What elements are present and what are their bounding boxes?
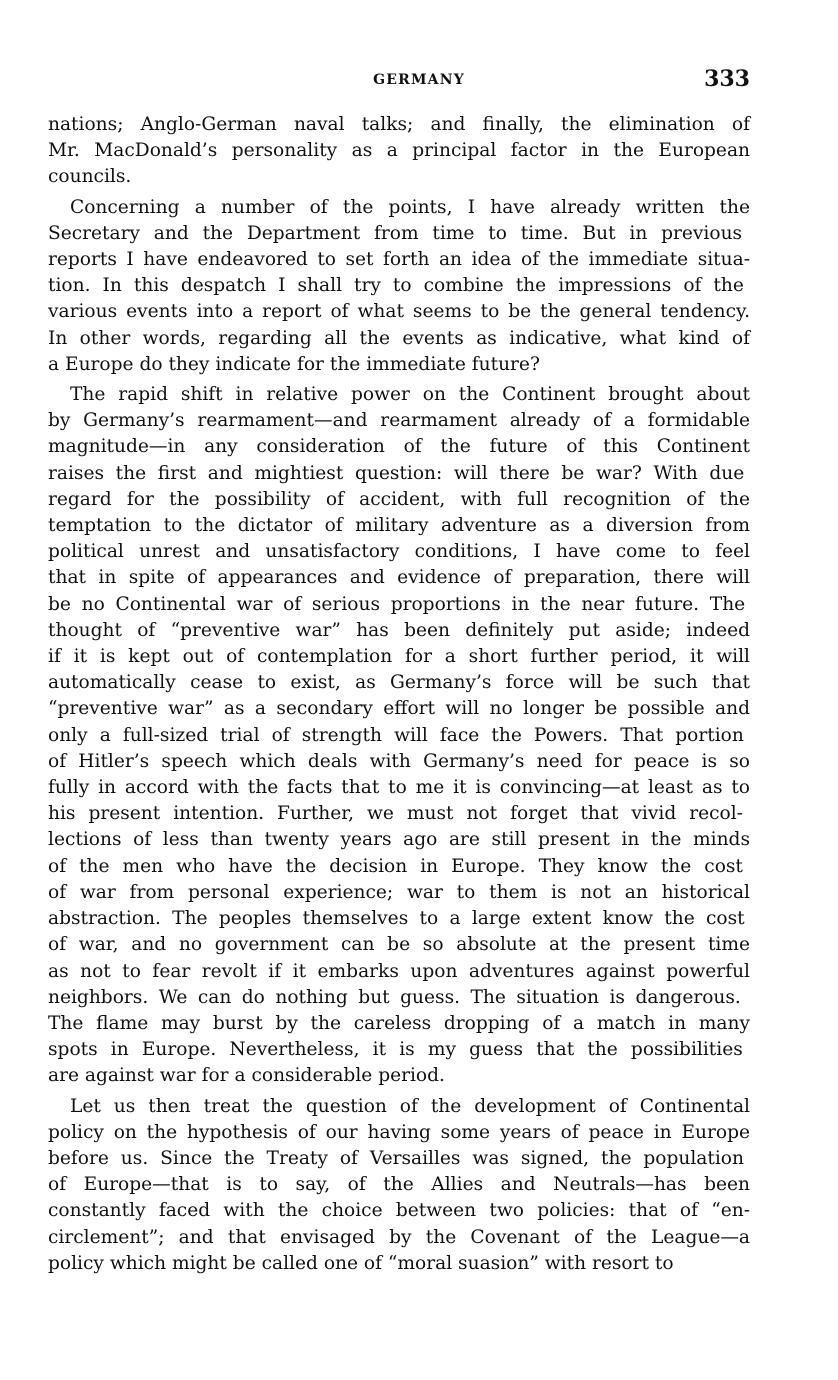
text-line: “preventive war” as a secondary effort will no longer be possible and [48, 698, 750, 720]
text-line: Let us then treat the question of the development of Continental [70, 1095, 750, 1117]
text-line: thought of “preventive war” has been definitely put aside; indeed [48, 619, 750, 641]
text-line: The flame may burst by the careless dropping of a match in many [48, 1012, 750, 1034]
text-line: automatically cease to exist, as Germany’s force will be such that [48, 672, 750, 694]
text-line: abstraction. The peoples themselves to a large extent know the cost [48, 908, 745, 930]
text-line: his present intention. Further, we must not forget that vivid recol- [48, 803, 743, 825]
text-line: nations; Anglo-German naval talks; and finally, the elimination of [48, 114, 750, 135]
body-text [48, 112, 750, 1281]
text-line: councils. [48, 166, 132, 188]
text-line: of war, and no government can be so absolute at the present time [48, 934, 750, 956]
text-line: fully in accord with the facts that to me it is convincing—at least as to [48, 777, 750, 799]
text-line: as not to fear revolt if it embarks upon adventures against powerful [48, 960, 750, 982]
text-line: raises the first and mightiest question: will there be war? With due [48, 462, 745, 484]
text-line: by Germany’s rearmament—and rearmament already of a formidable [48, 410, 750, 432]
text-line: of the men who have the decision in Europe. They know the cost [48, 855, 743, 877]
text-line: various events into a report of what seems to be the general tendency. [48, 301, 750, 323]
text-line: policy which might be called one of “moral suasion” with resort to [48, 1252, 674, 1274]
text-line: spots in Europe. Nevertheless, it is my guess that the possibilities [48, 1039, 743, 1061]
text-line: if it is kept out of contemplation for a short further period, it will [48, 646, 750, 668]
text-line: be no Continental war of serious proportions in the near future. The [48, 593, 746, 615]
text-line: of Hitler’s speech which deals with Germany’s need for peace is so [48, 750, 750, 772]
text-line: neighbors. We can do nothing but guess. The situation is dangerous. [48, 986, 741, 1008]
text-line: lections of less than twenty years ago are still present in the minds [48, 829, 750, 851]
text-line: only a full-sized trial of strength will face the Powers. That portion [48, 724, 744, 746]
text-line: policy on the hypothesis of our having some years of peace in Europe [48, 1121, 750, 1143]
text-line: that in spite of appearances and evidence of preparation, there will [48, 567, 750, 589]
paragraph [48, 195, 750, 378]
text-line: reports I have endeavored to set forth an idea of the immediate situa- [48, 249, 750, 271]
text-line: Secretary and the Department from time to time. But in previous [48, 222, 743, 244]
text-line: Mr. MacDonald’s personality as a principal factor in the European [48, 140, 750, 162]
paragraph [48, 382, 750, 1089]
text-line: In other words, regarding all the events as indicative, what kind of [48, 327, 750, 349]
text-line: political unrest and unsatisfactory conditions, I have come to feel [48, 541, 750, 563]
text-line: are against war for a considerable period. [48, 1065, 445, 1087]
text-line: regard for the possibility of accident, with full recognition of the [48, 488, 750, 510]
text-line: of war from personal experience; war to them is not an historical [48, 881, 750, 903]
text-line: magnitude—in any consideration of the future of this Continent [48, 436, 750, 458]
page-number: 333 [704, 66, 750, 92]
text-line: Concerning a number of the points, I have already written the [70, 196, 750, 218]
text-line: a Europe do they indicate for the immediate future? [48, 353, 540, 375]
text-line: The rapid shift in relative power on the Continent brought about [70, 384, 750, 406]
text-line: temptation to the dictator of military adventure as a diversion from [48, 515, 750, 537]
text-line: of Europe—that is to say, of the Allies and Neutrals—has been [48, 1174, 750, 1196]
text-line: before us. Since the Treaty of Versailles was signed, the population [48, 1147, 744, 1169]
text-line: tion. In this despatch I shall try to combine the impressions of the [48, 275, 744, 297]
running-title: GERMANY [373, 72, 465, 88]
paragraph [48, 1094, 750, 1277]
paragraph [48, 112, 750, 191]
running-header [0, 66, 838, 96]
text-line: circlement”; and that envisaged by the Covenant of the League—a [48, 1226, 750, 1248]
text-line: constantly faced with the choice between two policies: that of “en- [48, 1200, 750, 1222]
